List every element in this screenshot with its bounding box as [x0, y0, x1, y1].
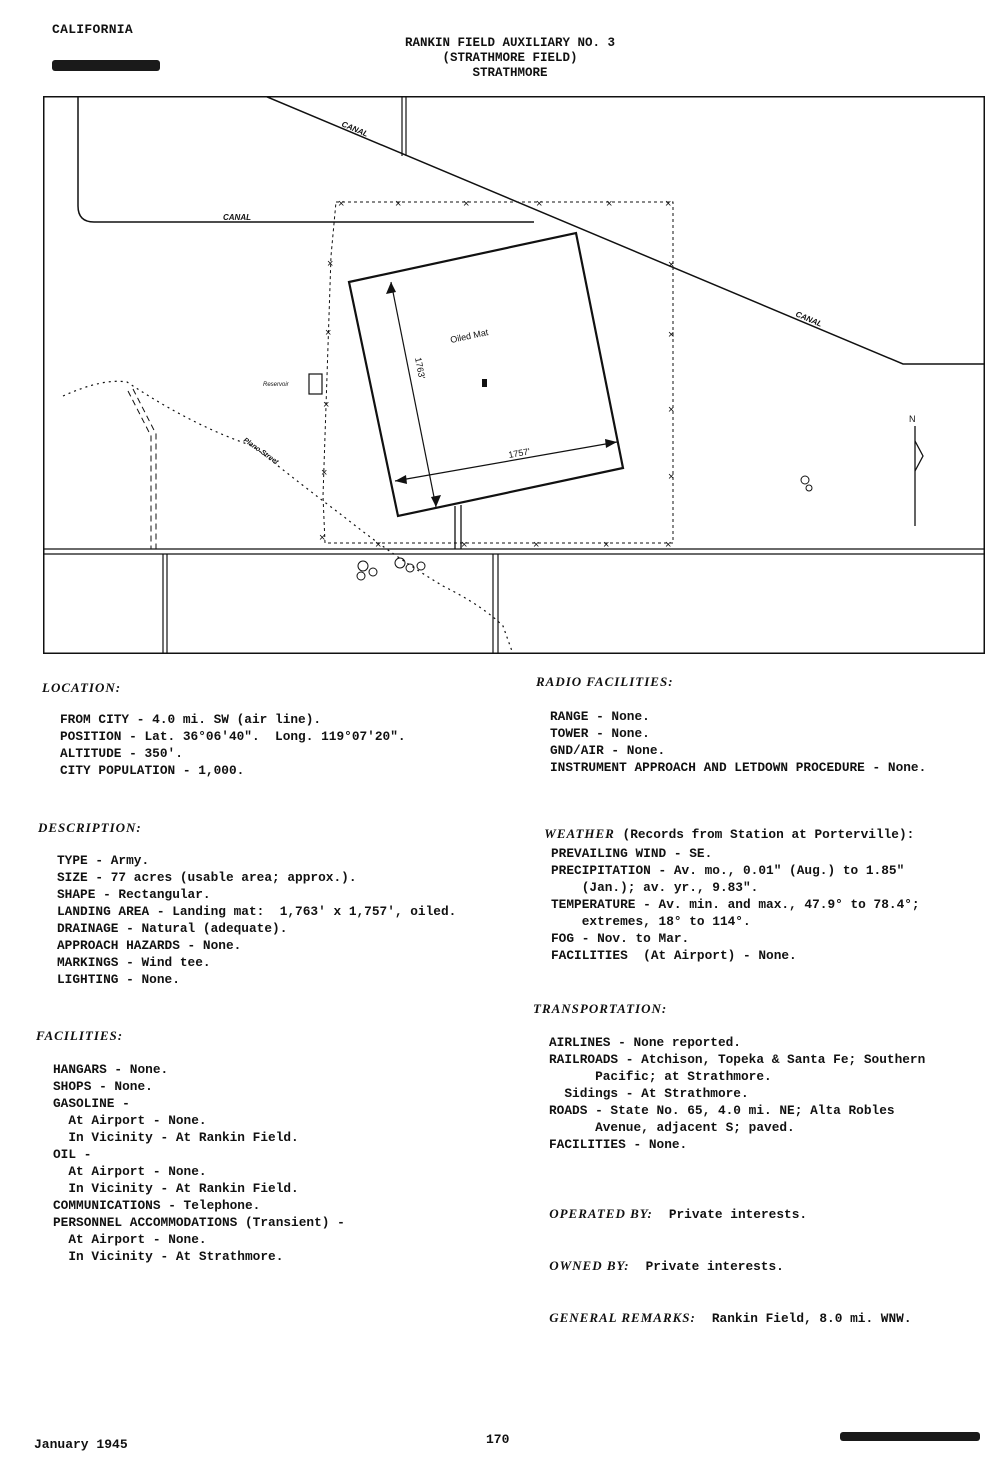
arrow-head — [605, 439, 617, 448]
operated-by-row — [530, 1187, 807, 1223]
radio-line: TOWER - None. — [550, 726, 650, 741]
svg-text:×: × — [338, 198, 345, 210]
weather-heading-label: WEATHER — [544, 826, 615, 841]
mat-width-label: 1757' — [507, 446, 531, 460]
facilities-line: In Vicinity - At Rankin Field. — [53, 1130, 299, 1145]
mat-length-label: 1763' — [413, 356, 428, 380]
svg-text:×: × — [668, 329, 675, 341]
operated-by-value: Private interests. — [668, 1207, 808, 1222]
transportation-line: ROADS - State No. 65, 4.0 mi. NE; Alta Robles — [549, 1103, 895, 1118]
description-line: LIGHTING - None. — [57, 972, 180, 987]
reservoir-label: Reservoir — [263, 382, 289, 388]
radio-line: INSTRUMENT APPROACH AND LETDOWN PROCEDURE - None. — [550, 760, 927, 775]
owned-by-heading: OWNED BY: — [549, 1258, 630, 1273]
arrow-head — [386, 282, 396, 294]
description-line: SIZE - 77 acres (usable area; approx.). — [57, 870, 357, 885]
facilities-line: PERSONNEL ACCOMMODATIONS (Transient) - — [53, 1215, 345, 1230]
svg-text:×: × — [668, 471, 675, 483]
svg-text:×: × — [606, 198, 613, 210]
facilities-heading: FACILITIES: — [36, 1028, 124, 1043]
facilities-block — [53, 1061, 345, 1265]
facilities-line: At Airport - None. — [53, 1113, 207, 1128]
location-line: ALTITUDE - 350'. — [60, 746, 183, 761]
operated-by-heading: OPERATED BY: — [549, 1206, 653, 1221]
weather-line: (Jan.); av. yr., 9.83". — [551, 880, 759, 895]
description-line: LANDING AREA - Landing mat: 1,763' x 1,757', oiled. — [57, 904, 457, 919]
reservoir-icon — [309, 374, 322, 394]
svg-text:×: × — [461, 539, 468, 551]
svg-text:×: × — [665, 539, 672, 551]
general-remarks-value: Rankin Field, 8.0 mi. WNW. — [711, 1311, 912, 1326]
description-block — [57, 852, 456, 988]
transportation-line: Avenue, adjacent S; paved. — [549, 1120, 795, 1135]
canal-label: CANAL — [223, 213, 251, 222]
state-heading: CALIFORNIA — [52, 22, 134, 37]
map-border — [44, 97, 985, 654]
description-line: SHAPE - Rectangular. — [57, 887, 211, 902]
dimension-line-long — [391, 282, 436, 507]
transportation-block — [549, 1034, 925, 1153]
facilities-line: OIL - — [53, 1147, 92, 1162]
location-block — [60, 711, 406, 779]
radio-line: GND/AIR - None. — [550, 743, 666, 758]
radio-heading: RADIO FACILITIES: — [536, 674, 674, 689]
street-path — [63, 381, 513, 654]
transportation-line: RAILROADS - Atchison, Topeka & Santa Fe; Southern — [549, 1052, 926, 1067]
svg-text:×: × — [668, 404, 675, 416]
railroad-track — [128, 391, 151, 549]
svg-text:×: × — [665, 198, 672, 210]
svg-text:×: × — [668, 259, 675, 271]
weather-line: extremes, 18° to 114°. — [551, 914, 751, 929]
dimension-line-wide — [395, 442, 617, 481]
svg-text:×: × — [323, 399, 330, 411]
redaction-mark — [52, 60, 160, 71]
footer-date: January 1945 — [34, 1437, 128, 1452]
arrow-head — [395, 475, 407, 484]
weather-line: FACILITIES (At Airport) - None. — [551, 948, 797, 963]
weather-line: TEMPERATURE - Av. min. and max., 47.9° to 78.4°; — [551, 897, 920, 912]
north-arrow-icon — [915, 441, 923, 471]
facilities-line: At Airport - None. — [53, 1164, 207, 1179]
description-line: MARKINGS - Wind tee. — [57, 955, 211, 970]
svg-text:×: × — [319, 532, 326, 544]
svg-text:×: × — [603, 539, 610, 551]
svg-text:×: × — [463, 198, 470, 210]
wind-tee-marker — [482, 379, 487, 387]
transportation-line: FACILITIES - None. — [549, 1137, 688, 1152]
svg-text:×: × — [533, 539, 540, 551]
transportation-heading: TRANSPORTATION: — [533, 1001, 668, 1016]
airfield-title — [300, 36, 720, 81]
facilities-line: GASOLINE - — [53, 1096, 130, 1111]
radio-block — [550, 708, 926, 776]
fence-line — [323, 202, 673, 543]
location-line: CITY POPULATION - 1,000. — [60, 763, 245, 778]
facilities-line: COMMUNICATIONS - Telephone. — [53, 1198, 261, 1213]
location-line: POSITION - Lat. 36°06'40". Long. 119°07'20". — [60, 729, 406, 744]
weather-line: PRECIPITATION - Av. mo., 0.01" (Aug.) to 1.85" — [551, 863, 905, 878]
facilities-line: In Vicinity - At Rankin Field. — [53, 1181, 299, 1196]
general-remarks-heading: GENERAL REMARKS: — [549, 1310, 696, 1325]
canal-diagonal — [265, 96, 985, 364]
arrow-head — [431, 495, 441, 507]
svg-text:×: × — [327, 258, 334, 270]
facilities-line: In Vicinity - At Strathmore. — [53, 1249, 284, 1264]
facilities-line: SHOPS - None. — [53, 1079, 153, 1094]
description-line: DRAINAGE - Natural (adequate). — [57, 921, 288, 936]
owned-by-row — [530, 1239, 784, 1275]
street-label: Plano Street — [241, 436, 280, 467]
radio-line: RANGE - None. — [550, 709, 650, 724]
transportation-line: Pacific; at Strathmore. — [549, 1069, 772, 1084]
facilities-line: HANGARS - None. — [53, 1062, 169, 1077]
weather-block — [551, 845, 920, 964]
title-line: RANKIN FIELD AUXILIARY NO. 3 — [404, 36, 616, 50]
canal-label: CANAL — [794, 309, 824, 329]
redaction-mark — [840, 1432, 980, 1441]
title-line: STRATHMORE — [472, 66, 548, 80]
location-heading: LOCATION: — [42, 680, 122, 695]
railroad-track — [133, 389, 156, 549]
transportation-line: Sidings - At Strathmore. — [549, 1086, 749, 1101]
general-remarks-row — [530, 1291, 912, 1327]
page-number: 170 — [486, 1432, 510, 1447]
svg-text:×: × — [395, 198, 402, 210]
facilities-line: At Airport - None. — [53, 1232, 207, 1247]
location-line: FROM CITY - 4.0 mi. SW (air line). — [60, 712, 322, 727]
weather-line: PREVAILING WIND - SE. — [551, 846, 713, 861]
description-heading: DESCRIPTION: — [38, 820, 142, 835]
weather-heading — [536, 810, 914, 842]
svg-text:×: × — [536, 198, 543, 210]
weather-line: FOG - Nov. to Mar. — [551, 931, 690, 946]
airfield-map — [43, 96, 985, 654]
svg-text:×: × — [321, 467, 328, 479]
landing-mat — [349, 233, 623, 516]
transportation-line: AIRLINES - None reported. — [549, 1035, 741, 1050]
description-line: TYPE - Army. — [57, 853, 150, 868]
weather-heading-note: (Records from Station at Porterville): — [614, 827, 915, 842]
svg-text:×: × — [375, 539, 382, 551]
mat-label: Oiled Mat — [449, 327, 490, 345]
title-line: (STRATHMORE FIELD) — [442, 51, 578, 65]
svg-text:×: × — [325, 327, 332, 339]
owned-by-value: Private interests. — [645, 1259, 784, 1274]
north-label: N — [909, 414, 916, 424]
description-line: APPROACH HAZARDS - None. — [57, 938, 242, 953]
trees-icon — [357, 476, 812, 580]
canal-label: CANAL — [340, 119, 370, 139]
